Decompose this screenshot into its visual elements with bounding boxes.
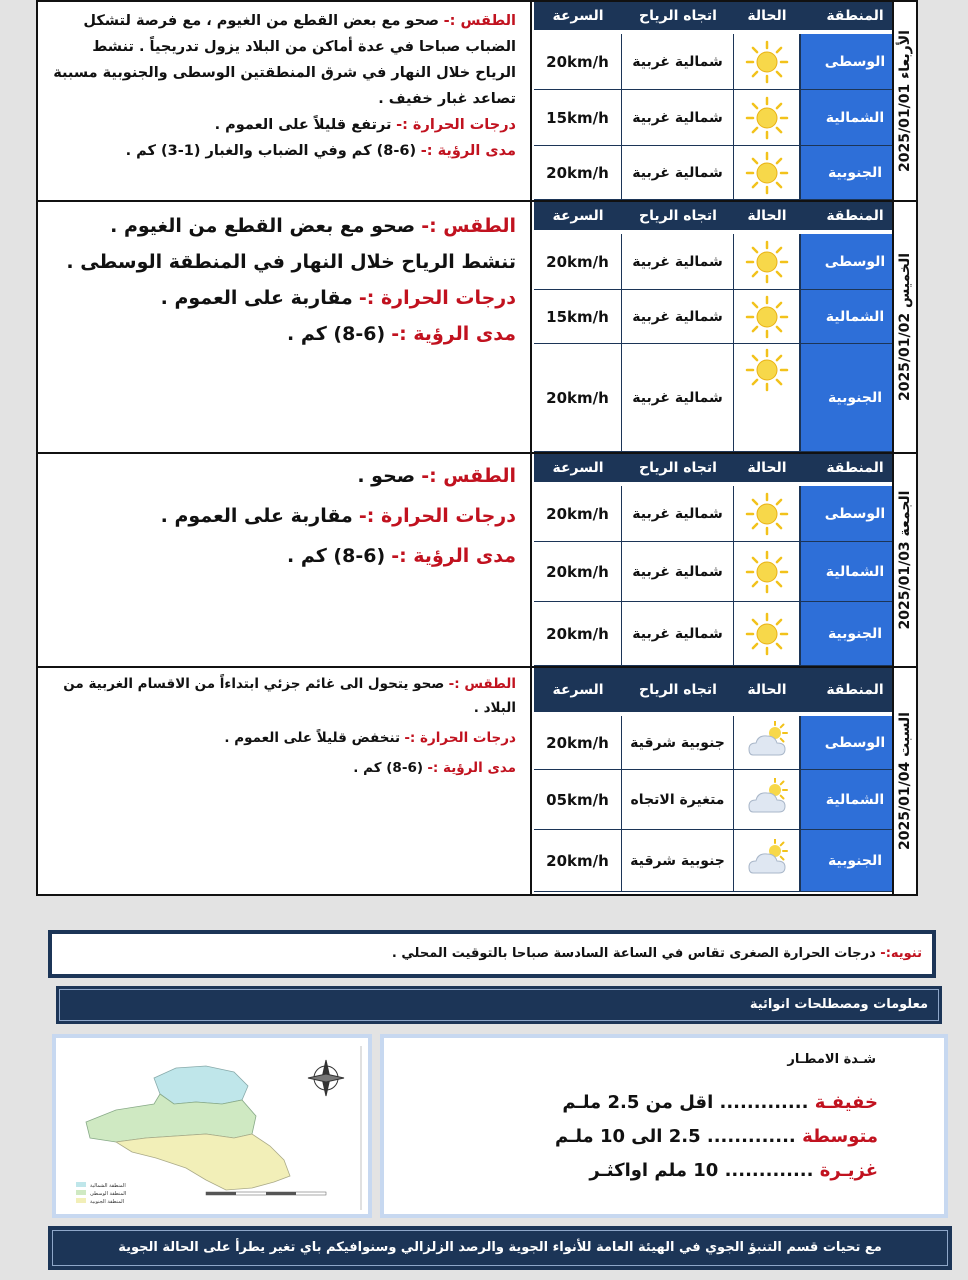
wind-speed: 20km/h — [534, 602, 622, 666]
table-row — [534, 542, 910, 602]
region-name: الجنوبية — [800, 146, 910, 200]
weather-label: الطقس :- — [421, 465, 516, 487]
temp-label: درجات الحرارة :- — [358, 287, 516, 309]
table-row — [534, 770, 910, 830]
visibility-text: (6-8) كم . — [287, 323, 386, 345]
visibility-text: (6-8) كم وفي الضباب والغبار (1-3) كم . — [125, 143, 417, 159]
header-speed: السرعة — [552, 8, 604, 24]
sun-icon — [734, 344, 800, 452]
day-text — [38, 668, 532, 894]
sun-icon — [734, 486, 800, 542]
region-map — [56, 1038, 368, 1214]
day-grid — [534, 202, 914, 452]
date-column — [892, 454, 916, 666]
sun-icon — [734, 542, 800, 602]
day-date: السبت 2025/01/04 — [897, 712, 913, 850]
weather-text: صحو يتحول الى غائم جزئي ابتداءاً من الاقسام الغربية من البلاد . — [63, 676, 516, 716]
sun-icon — [734, 290, 800, 344]
rain-item — [555, 1126, 878, 1147]
legend-swatch-central — [76, 1190, 86, 1195]
header-speed: السرعة — [552, 460, 604, 476]
note-label: تنويه:- — [880, 946, 922, 961]
wind-direction: جنوبية شرقية — [622, 716, 734, 770]
region-name: الشمالية — [800, 290, 910, 344]
info-bar — [56, 986, 942, 1024]
rain-title: شـدة الامطـار — [787, 1052, 876, 1067]
wind-speed: 20km/h — [534, 830, 622, 892]
wind-speed: 20km/h — [534, 542, 622, 602]
table-row — [534, 234, 910, 290]
wind-note: تنشط الرياح خلال النهار في المنطقة الوسطى . — [66, 251, 516, 273]
temp-text: تنخفض قليلاً على العموم . — [224, 730, 401, 746]
table-row — [534, 290, 910, 344]
table-row — [534, 344, 910, 452]
grid-header — [534, 454, 910, 482]
wind-speed: 20km/h — [534, 34, 622, 90]
sun-icon — [734, 602, 800, 666]
iraq-map — [56, 1038, 368, 1214]
header-direction: اتجاه الرياح — [639, 208, 717, 224]
header-region: المنطقة — [826, 682, 884, 698]
legend-north: المنطقة الشمالية — [90, 1183, 126, 1189]
day-text — [38, 454, 532, 666]
region-name: الوسطى — [800, 716, 910, 770]
weather-text: صحو . — [357, 465, 416, 487]
region-name: الجنوبية — [800, 602, 910, 666]
visibility-text: (6-8) كم . — [353, 760, 424, 776]
day-grid — [534, 668, 914, 894]
region-name: الشمالية — [800, 90, 910, 146]
footer-text: مع تحيات قسم التنبؤ الجوي في الهيئة العامة للأنواء الجوية والرصد الزلزالي وسنوافيكم باي تغير يطرأ على الحالة الجوية — [52, 1230, 948, 1266]
rain-label: متوسطة — [802, 1126, 878, 1147]
header-region: المنطقة — [826, 460, 884, 476]
partly-cloudy-icon — [734, 770, 800, 830]
date-column — [892, 202, 916, 452]
header-region: المنطقة — [826, 208, 884, 224]
note-text: درجات الحرارة الصغرى تقاس في الساعة السادسة صباحا بالتوقيت المحلي . — [391, 946, 876, 961]
info-title: معلومات ومصطلحات انوائية — [59, 989, 939, 1021]
header-state: الحالة — [747, 208, 787, 224]
rain-value: ............. 2.5 الى 10 ملـم — [554, 1126, 796, 1147]
wind-speed: 20km/h — [534, 344, 622, 452]
rain-box — [380, 1034, 948, 1218]
temp-text: مقاربة على العموم . — [160, 505, 353, 527]
rain-label: خفيفـة — [814, 1092, 878, 1113]
rain-label: غزيـرة — [819, 1160, 878, 1181]
wind-speed: 15km/h — [534, 90, 622, 146]
sun-icon — [734, 146, 800, 200]
header-region: المنطقة — [826, 8, 884, 24]
temp-label: درجات الحرارة :- — [396, 117, 516, 133]
temp-label: درجات الحرارة :- — [404, 730, 516, 746]
region-name: الوسطى — [800, 486, 910, 542]
table-row — [534, 90, 910, 146]
day-block — [38, 454, 916, 668]
visibility-label: مدى الرؤية :- — [420, 143, 516, 159]
rain-item — [562, 1092, 878, 1113]
wind-direction: شمالية غربية — [622, 90, 734, 146]
scale-bar — [206, 1192, 326, 1195]
weather-label: الطقس :- — [421, 215, 516, 237]
region-name: الشمالية — [800, 770, 910, 830]
day-block — [38, 668, 916, 894]
region-name: الجنوبية — [800, 830, 910, 892]
visibility-label: مدى الرؤية :- — [391, 323, 516, 345]
grid-header — [534, 202, 910, 230]
header-state: الحالة — [747, 682, 787, 698]
day-grid — [534, 2, 914, 200]
table-row — [534, 146, 910, 200]
header-speed: السرعة — [552, 682, 604, 698]
visibility-label: مدى الرؤية :- — [427, 760, 516, 776]
weather-label: الطقس :- — [443, 13, 516, 29]
day-block — [38, 2, 916, 202]
day-text — [38, 202, 532, 452]
temp-label: درجات الحرارة :- — [358, 505, 516, 527]
wind-direction: جنوبية شرقية — [622, 830, 734, 892]
table-row — [534, 716, 910, 770]
visibility-label: مدى الرؤية :- — [391, 545, 516, 567]
day-grid — [534, 454, 914, 666]
note-inner — [52, 934, 932, 974]
temp-text: ترتفع قليلاً على العموم . — [214, 117, 392, 133]
legend-south: المنطقة الجنوبية — [90, 1199, 125, 1205]
day-date: الجمعة 2025/01/03 — [897, 490, 913, 630]
visibility-text: (6-8) كم . — [287, 545, 386, 567]
header-speed: السرعة — [552, 208, 604, 224]
legend-swatch-north — [76, 1182, 86, 1187]
sun-icon — [734, 90, 800, 146]
wind-direction: شمالية غربية — [622, 234, 734, 290]
map-box — [52, 1034, 372, 1218]
table-row — [534, 486, 910, 542]
region-name: الوسطى — [800, 234, 910, 290]
weather-text: صحو مع بعض القطع من الغيوم ، مع فرصة لتشكل الضباب صباحا في عدة أماكن من البلاد يزول تدريجياً . تنشط الرياح خلال النهار في شرق المنطقتين الوسطى والجنوبية مسببة تصاعد غبار خفيف . — [53, 13, 516, 107]
sun-icon — [734, 34, 800, 90]
header-direction: اتجاه الرياح — [639, 8, 717, 24]
day-date: الأربعاء 2025/01/01 — [897, 30, 913, 172]
region-name: الوسطى — [800, 34, 910, 90]
region-name: الشمالية — [800, 542, 910, 602]
footer-bar — [48, 1226, 952, 1270]
wind-direction: شمالية غربية — [622, 146, 734, 200]
wind-direction: شمالية غربية — [622, 486, 734, 542]
table-row — [534, 34, 910, 90]
wind-speed: 05km/h — [534, 770, 622, 830]
rain-intensity — [384, 1038, 944, 1214]
rain-value: ............. اقل من 2.5 ملـم — [562, 1092, 809, 1113]
forecast-table — [36, 0, 918, 896]
day-text — [38, 2, 532, 200]
wind-direction: شمالية غربية — [622, 542, 734, 602]
wind-speed: 20km/h — [534, 234, 622, 290]
wind-direction: شمالية غربية — [622, 290, 734, 344]
grid-header — [534, 2, 910, 30]
day-date: الخميس 2025/01/02 — [897, 252, 913, 402]
legend-swatch-south — [76, 1198, 86, 1203]
weather-label: الطقس :- — [448, 676, 516, 692]
wind-speed: 20km/h — [534, 716, 622, 770]
rain-item — [589, 1160, 878, 1181]
legend-central: المنطقة الوسطى — [90, 1191, 127, 1197]
table-row — [534, 602, 910, 666]
wind-speed: 20km/h — [534, 146, 622, 200]
wind-speed: 20km/h — [534, 486, 622, 542]
day-block — [38, 202, 916, 454]
region-name: الجنوبية — [800, 344, 910, 452]
wind-direction: متغيرة الاتجاه — [622, 770, 734, 830]
note-box — [48, 930, 936, 978]
map-region-north — [154, 1066, 248, 1104]
wind-direction: شمالية غربية — [622, 344, 734, 452]
header-state: الحالة — [747, 460, 787, 476]
date-column — [892, 2, 916, 200]
sun-icon — [734, 234, 800, 290]
wind-direction: شمالية غربية — [622, 34, 734, 90]
temp-text: مقاربة على العموم . — [160, 287, 353, 309]
weather-text: صحو مع بعض القطع من الغيوم . — [110, 215, 416, 237]
header-state: الحالة — [747, 8, 787, 24]
partly-cloudy-icon — [734, 716, 800, 770]
date-column — [892, 668, 916, 894]
partly-cloudy-icon — [734, 830, 800, 892]
rain-value: ............. 10 ملم اواكثـر — [589, 1160, 814, 1181]
header-direction: اتجاه الرياح — [639, 682, 717, 698]
table-row — [534, 830, 910, 892]
grid-header — [534, 668, 910, 712]
header-direction: اتجاه الرياح — [639, 460, 717, 476]
wind-direction: شمالية غربية — [622, 602, 734, 666]
wind-speed: 15km/h — [534, 290, 622, 344]
